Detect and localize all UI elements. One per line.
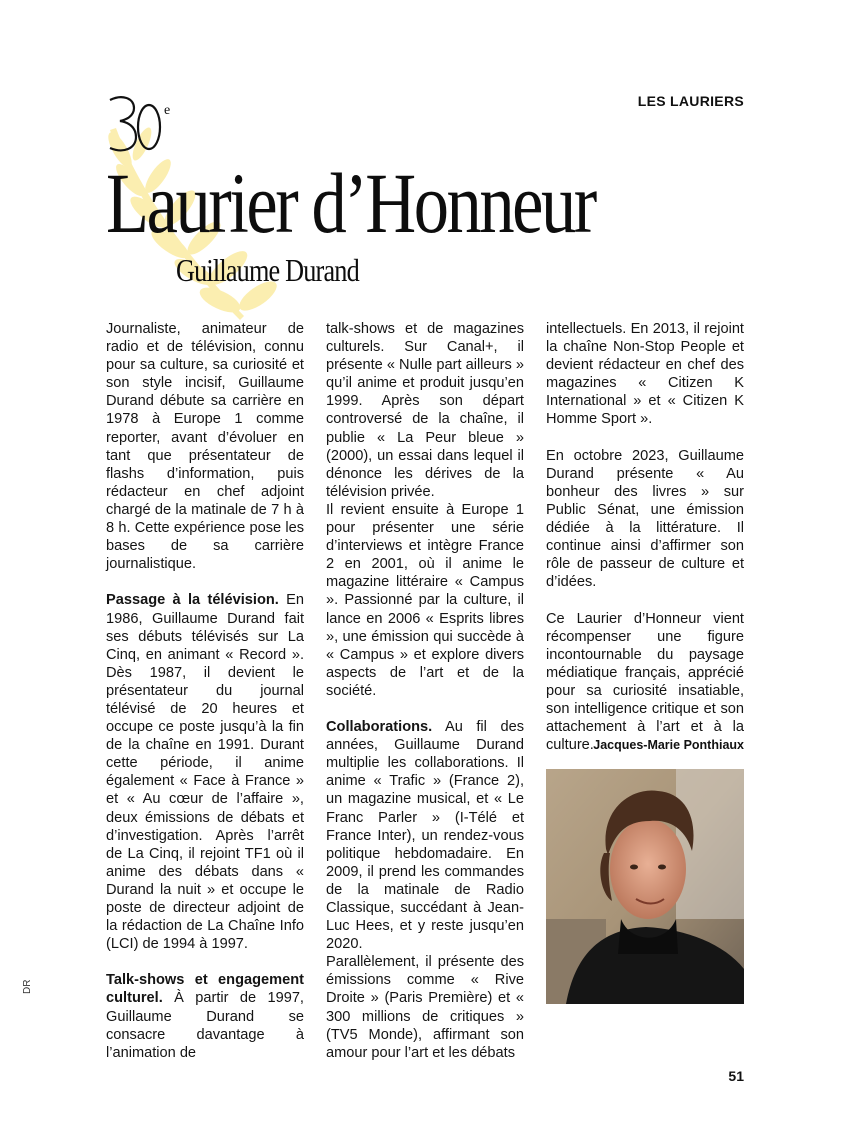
paragraph: Parallèlement, il présente des émissions comme « Rive Droite » (Paris Première) et « 300 millions de critiques » (TV5 Monde), affirmant son amour pour l’art et les débats xyxy=(326,954,524,1061)
paragraph-heading: Talk-shows et engagement culturel. xyxy=(106,972,304,1007)
article-column-1 xyxy=(106,320,304,1062)
edition-logo xyxy=(104,90,184,160)
paragraph xyxy=(106,591,304,953)
paragraph: Ce Laurier d’Honneur vient récompenser une figure incontournable du paysage médiatique français, apprécié pour sa curiosité insatiable, son intelligence critique et son attachement à l’art et à la culture. xyxy=(546,610,744,754)
article-column-2 xyxy=(326,320,524,1062)
paragraph: talk-shows et de magazines culturels. Sur Canal+, il présente « Nulle part ailleurs » qu’il anime et produit jusqu’en 1999. Après son départ controversé de la chaîne, il publie « La Peur bleue » (2000), un essai dans lequel il dénonce les dérives de la télévision privée. xyxy=(326,321,524,500)
photo-credit: DR xyxy=(22,979,33,994)
section-label: LES LAURIERS xyxy=(637,93,744,109)
paragraph-heading: Passage à la télévision. xyxy=(106,592,279,609)
paragraph: Il revient ensuite à Europe 1 pour présenter une série d’interviews et intègre France 2 en 2001, où il anime le magazine littéraire « Campus ». Passionné par la culture, il lance en 2006 « Esprits libres », une émission qui succède à « Campus » et explore divers aspects de l’art et de la société. xyxy=(326,501,524,699)
page-subtitle: Guillaume Durand xyxy=(176,252,359,288)
paragraph-body: Au fil des années, Guillaume Durand multiplie les collaborations. Il anime « Trafic » (France 2), un magazine musical, et « Le Franc Parler » (I-Télé et France Inter), un rendez-vous politique hebdomadaire. En 2009, il prend les commandes de la matinale de Radio Classique, succédant à Jean-Luc Hees, et y reste jusqu’en 2020. xyxy=(326,719,524,953)
page-title: Laurier d’Honneur xyxy=(106,155,595,251)
paragraph-heading: Collaborations. xyxy=(326,719,433,736)
portrait-photo xyxy=(546,769,744,1004)
edition-30-mark xyxy=(104,90,184,160)
author-signature: Jacques-Marie Ponthiaux xyxy=(593,738,744,752)
paragraph: Journaliste, animateur de radio et de télévision, connu pour sa culture, sa curiosité et son style incisif, Guillaume Durand débute sa carrière en 1978 à Europe 1 comme reporter, avant d’évoluer en tant que présentateur de flashs d’information, puis rédacteur en chef adjoint chargé de la matinale de 7 h à 8 h. Cette expérience pose les bases de sa carrière journalistique. xyxy=(106,321,304,573)
paragraph-body: À partir de 1997, Guillaume Durand se consacre davantage à l’animation de xyxy=(106,990,304,1061)
paragraph xyxy=(106,971,304,1061)
page-number: 51 xyxy=(728,1068,744,1084)
portrait-illustration xyxy=(546,769,744,1004)
edition-suffix: e xyxy=(164,103,171,118)
paragraph xyxy=(326,718,524,953)
article-column-3 xyxy=(546,320,744,754)
paragraph-body: En 1986, Guillaume Durand fait ses débuts télévisés sur La Cinq, en animant « Record ». Dès 1987, il devient le présentateur du journal télévisé de 20 heures et occupe ce poste jusqu’à la fin de la chaîne en 1991. Durant cette période, il anime également « Face à France » et « Au cœur de l’affaire », deux émissions de débats et d’investigation. Après l’arrêt de La Cinq, il rejoint TF1 où il anime des débats dans « Durand la nuit » et occupe le poste de directeur adjoint de la rédaction de La Chaîne Info (LCI) de 1994 à 1997. xyxy=(106,592,304,953)
paragraph: intellectuels. En 2013, il rejoint la chaîne Non-Stop People et devient rédacteur en chef des magazines « Citizen K International » et « Citizen K Homme Sport ». xyxy=(546,321,744,428)
paragraph: En octobre 2023, Guillaume Durand présente « Au bonheur des livres » sur Public Sénat, une émission dédiée à la littérature. Il continue ainsi d’affirmer son rôle de passeur de culture et d’idées. xyxy=(546,447,744,591)
